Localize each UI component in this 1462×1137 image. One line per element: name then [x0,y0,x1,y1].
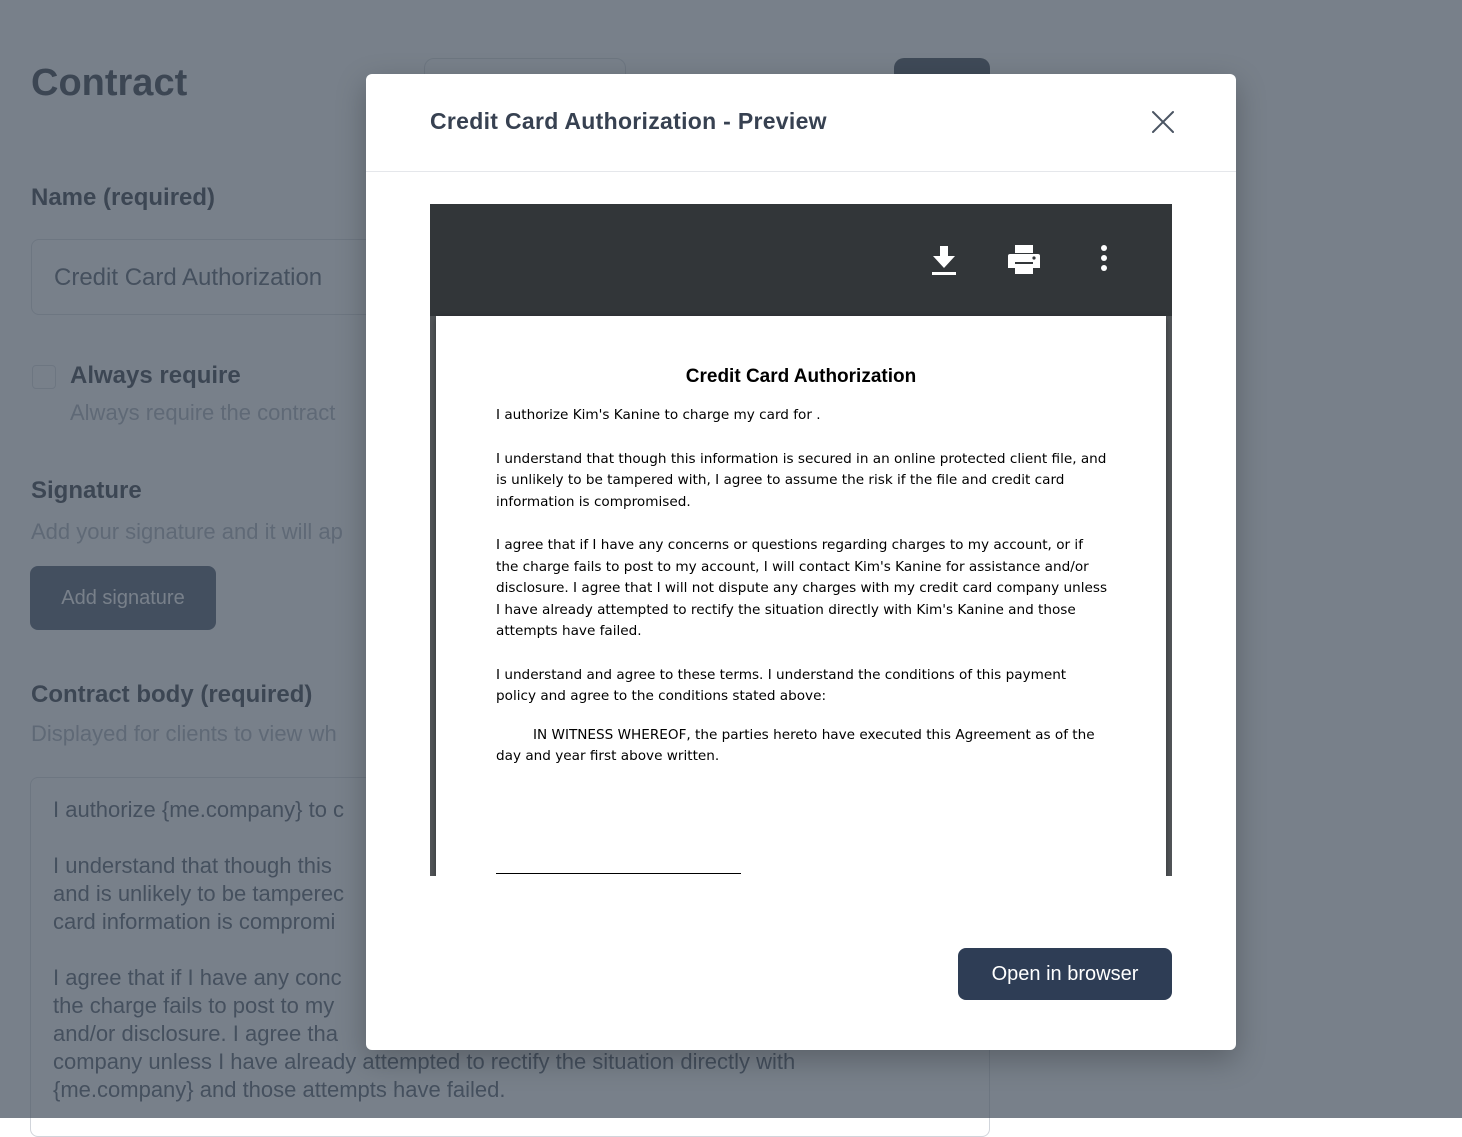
more-options-icon[interactable] [1092,242,1116,278]
document-paragraph: IN WITNESS WHEREOF, the parties hereto have executed this Agreement as of the day and year first above written. [496,726,1095,764]
print-icon[interactable] [1006,242,1042,278]
download-icon[interactable] [928,242,960,278]
document-paragraph: I understand that though this information is secured in an online protected client file, and is unlikely to be tampered with, I agree to assume the risk if the file and credit card information is compromised. [496,450,1107,510]
close-icon[interactable] [1150,109,1176,135]
pdf-page [436,316,1166,876]
document-body [496,405,1108,790]
modal-title: Credit Card Authorization - Preview [430,108,827,134]
document-paragraph: I agree that if I have any concerns or questions regarding charges to my account, or if the charge fails to post to my account, I will contact Kim's Kanine for assistance and/or disclosure. I agree that I will not dispute any charges with my credit card company unless I have already attempted to rectify the situation directly with Kim's Kanine and those attempts have failed. [496,537,1108,639]
pdf-toolbar [430,204,1172,316]
signature-line [496,873,741,874]
preview-modal [366,74,1236,1050]
open-in-browser-button[interactable]: Open in browser [958,948,1172,1000]
document-paragraph: I understand and agree to these terms. I understand the conditions of this payment policy and agree to the conditions stated above: [496,666,1067,704]
pdf-viewer[interactable] [430,204,1172,876]
document-paragraph: I authorize Kim's Kanine to charge my card for . [496,407,821,423]
modal-header [366,74,1236,172]
document-title: Credit Card Authorization [685,366,917,387]
